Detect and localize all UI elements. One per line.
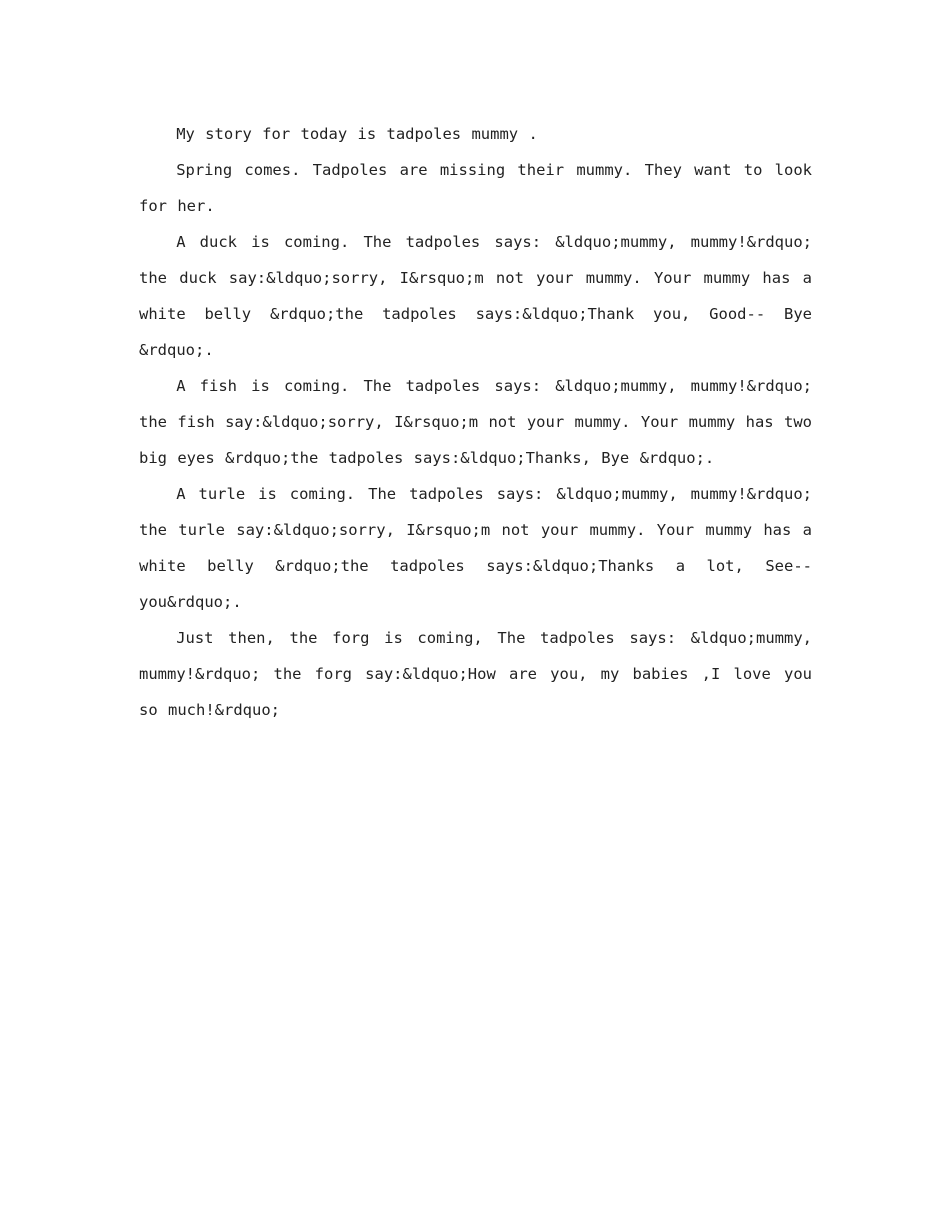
paragraph-turtle: A turle is coming. The tadpoles says: &ldquo;mummy, mummy!&rdquo; the turle say:&ldquo;sorry, I&rsquo;m not your mummy. Your mummy has a white belly &rdquo;the tadpoles says:&ldquo;Thanks a lot, See-- you&rdquo;. — [139, 485, 812, 611]
paragraph-fish: A fish is coming. The tadpoles says: &ldquo;mummy, mummy!&rdquo; the fish say:&ldquo;sorry, I&rsquo;m not your mummy. Your mummy has two big eyes &rdquo;the tadpoles says:&ldquo;Thanks, Bye &rdquo;. — [139, 377, 812, 467]
paragraph-spring: Spring comes. Tadpoles are missing their mummy. They want to look for her. — [139, 161, 812, 215]
story-title-line: My story for today is tadpoles mummy . — [176, 125, 538, 143]
story-text-body — [139, 116, 812, 728]
paragraph-frog: Just then, the forg is coming, The tadpoles says: &ldquo;mummy, mummy!&rdquo; the forg say:&ldquo;How are you, my babies ,I love you so much!&rdquo; — [139, 629, 812, 719]
paragraph-duck: A duck is coming. The tadpoles says: &ldquo;mummy, mummy!&rdquo; the duck say:&ldquo;sorry, I&rsquo;m not your mummy. Your mummy has a white belly &rdquo;the tadpoles says:&ldquo;Thank you, Good-- Bye &rdquo;. — [139, 233, 812, 359]
